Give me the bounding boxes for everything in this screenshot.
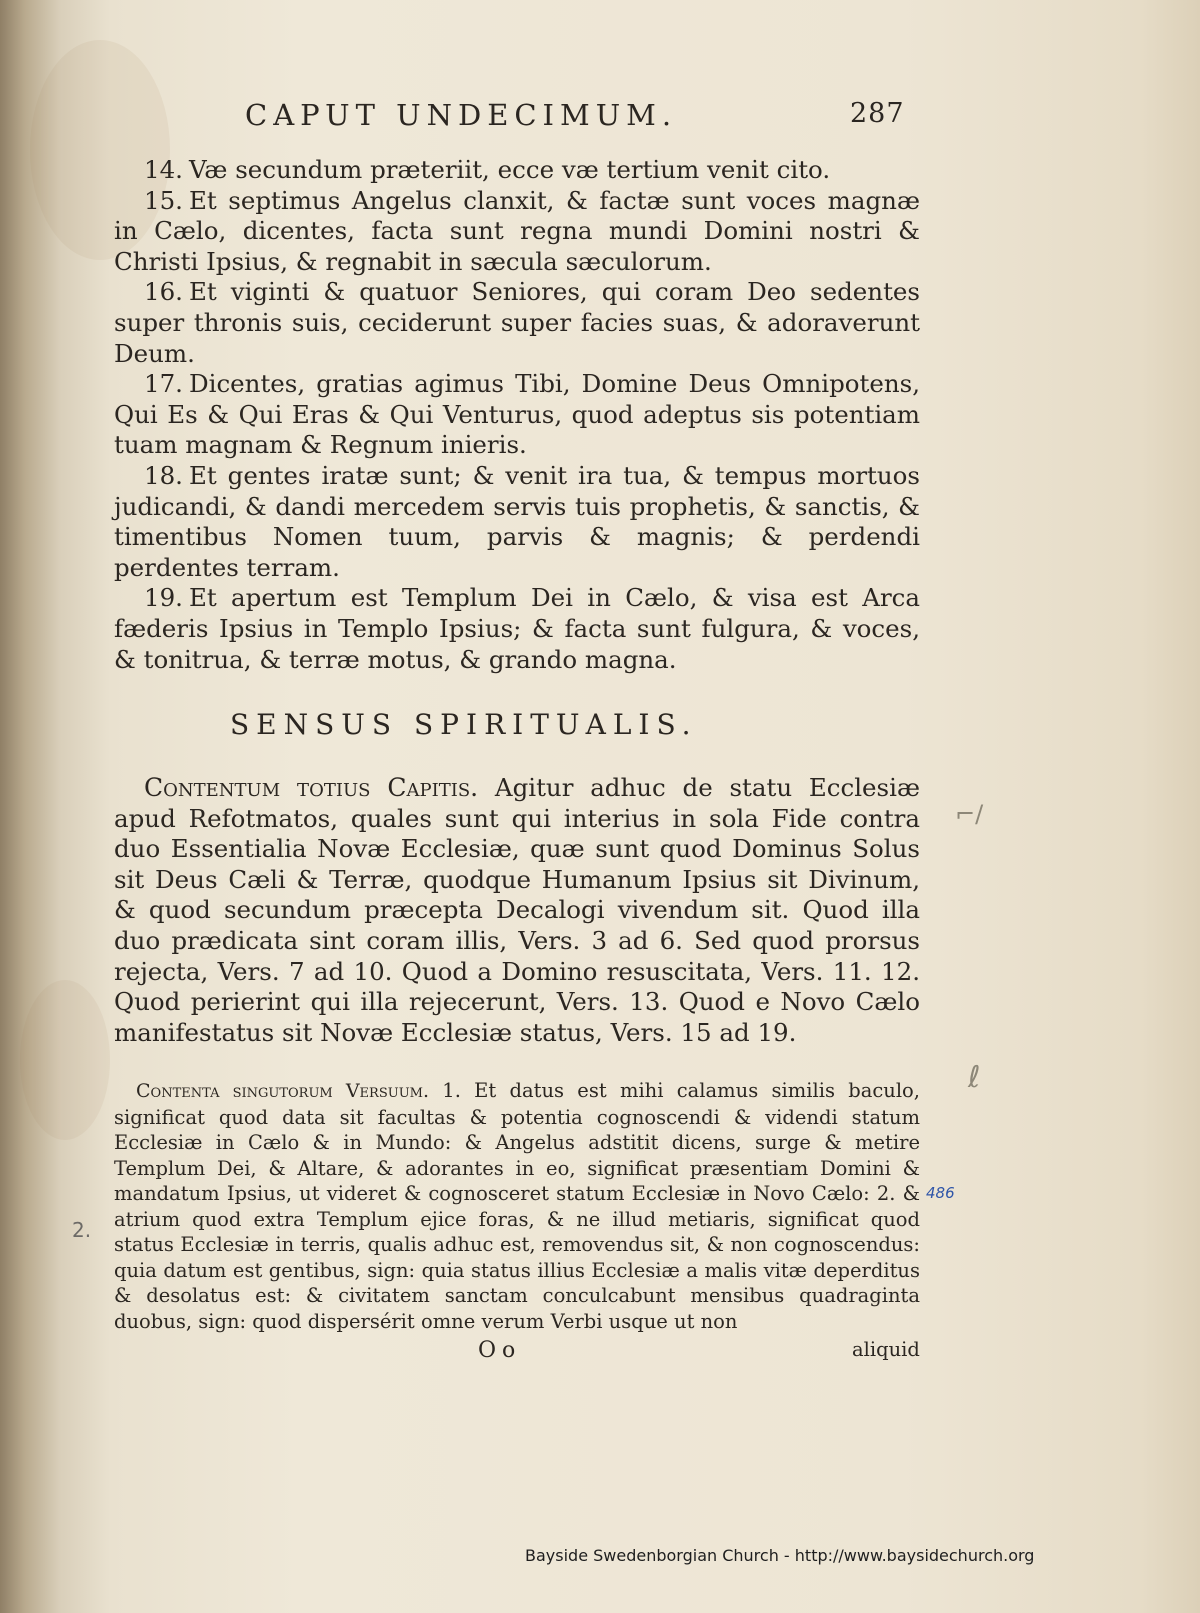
pencil-mark-icon: ℓ [968, 1060, 981, 1095]
handwritten-margin-number: 486 [926, 1184, 955, 1202]
verse-particulars [114, 1078, 920, 1334]
page-number: 287 [850, 98, 905, 129]
handwritten-margin-verse: 2. [72, 1218, 92, 1242]
verse-text: Væ secundum præteriit, ecce væ tertium venit cito. [188, 155, 831, 184]
verse-15 [114, 186, 920, 278]
signature-mark: Oo [478, 1338, 522, 1363]
summary-label: Contentum totius Capitis. [144, 773, 479, 802]
verse-number: 16. [144, 277, 183, 307]
verse-text: Et septimus Angelus clanxit, & factæ sunt voces magnæ in Cælo, dicentes, facta sunt regna mundi Domini nostri & Christi Ipsius, & regnabit in sæcula sæculorum. [114, 185, 920, 276]
verse-number: 14. [144, 155, 183, 184]
particulars-text: 1. Et datus est mihi calamus similis baculo, significat quod data sit facultas & potentia cognoscendi & videndi statum Ecclesiæ in Cælo & in Mundo: & Angelus adstitit dicens, surge & metire Templum Dei, & Altare, & adorantes in eo, significat præsentiam Domini & mandatum Ipsius, ut videret & cognosceret statum Ecclesiæ in Novo Cælo: 2. & atrium quod extra Templum ejice foras, & ne illud metiaris, significat quod status Ecclesiæ in terris, qualis adhuc est, removendus sit, & non cognoscendus: quia datum est gentibus, sign: quia status illius Ecclesiæ a malis vitæ deperditus & desolatus est: & civitatem sanctam conculcabunt mensibus quadraginta duobus, sign: quod dispersérit omne verum Verbi usque ut non [114, 1079, 920, 1333]
verse-number: 18. [144, 460, 183, 490]
running-title: CAPUT UNDECIMUM. [245, 98, 678, 132]
verse-number: 19. [144, 583, 183, 613]
verse-text: Et apertum est Templum Dei in Cælo, & visa est Arca fæderis Ipsius in Templo Ipsius; & facta sunt fulgura, & voces, & tonitrua, & terræ motus, & grando magna. [114, 583, 920, 674]
verse-18 [114, 461, 920, 583]
particulars-label: Contenta singutorum Versuum. [136, 1080, 429, 1102]
pencil-mark-icon: ⌐/ [955, 800, 984, 828]
verse-list [114, 155, 920, 675]
chapter-summary [114, 773, 920, 1048]
verse-17 [114, 369, 920, 461]
verse-text: Et viginti & quatuor Seniores, qui coram Deo sedentes super thronis suis, ceciderunt super facies suas, & adoraverunt Deum. [114, 277, 920, 368]
footer-credit: Bayside Swedenborgian Church - http://www.baysidechurch.org [525, 1546, 1035, 1565]
verse-text: Et gentes iratæ sunt; & venit ira tua, & tempus mortuos judicandi, & dandi mercedem servis tuis prophetis, & sanctis, & timentibus Nomen tuum, parvis & magnis; & perdendi perdentes terram. [114, 460, 920, 582]
verse-14 [114, 155, 920, 186]
verse-16 [114, 277, 920, 369]
paper-stain [20, 980, 110, 1140]
verse-19 [114, 583, 920, 675]
summary-text: Agitur adhuc de statu Ecclesiæ apud Refotmatos, quales sunt qui interius in sola Fide contra duo Essentialia Novæ Ecclesiæ, quæ sunt quod Dominus Solus sit Deus Cæli & Terræ, quodque Humanum Ipsius sit Divinum, & quod secundum præcepta Decalogi vivendum sit. Quod illa duo prædicata sint coram illis, Vers. 3 ad 6. Sed quod prorsus rejecta, Vers. 7 ad 10. Quod a Domino resuscitata, Vers. 11. 12. Quod perierint qui illa rejecerunt, Vers. 13. Quod e Novo Cælo manifestatus sit Novæ Ecclesiæ status, Vers. 15 ad 19. [114, 773, 920, 1047]
verse-number: 17. [144, 369, 183, 399]
particulars-paragraph [114, 1078, 920, 1334]
running-head [110, 98, 910, 138]
verse-text: Dicentes, gratias agimus Tibi, Domine Deus Omnipotens, Qui Es & Qui Eras & Qui Venturus, quod adeptus sis potentiam tuam magnam & Regnum inieris. [114, 369, 920, 460]
summary-paragraph [114, 773, 920, 1048]
catchword: aliquid [852, 1338, 920, 1361]
verse-number: 15. [144, 185, 183, 215]
section-heading: SENSUS SPIRITUALIS. [230, 708, 698, 741]
